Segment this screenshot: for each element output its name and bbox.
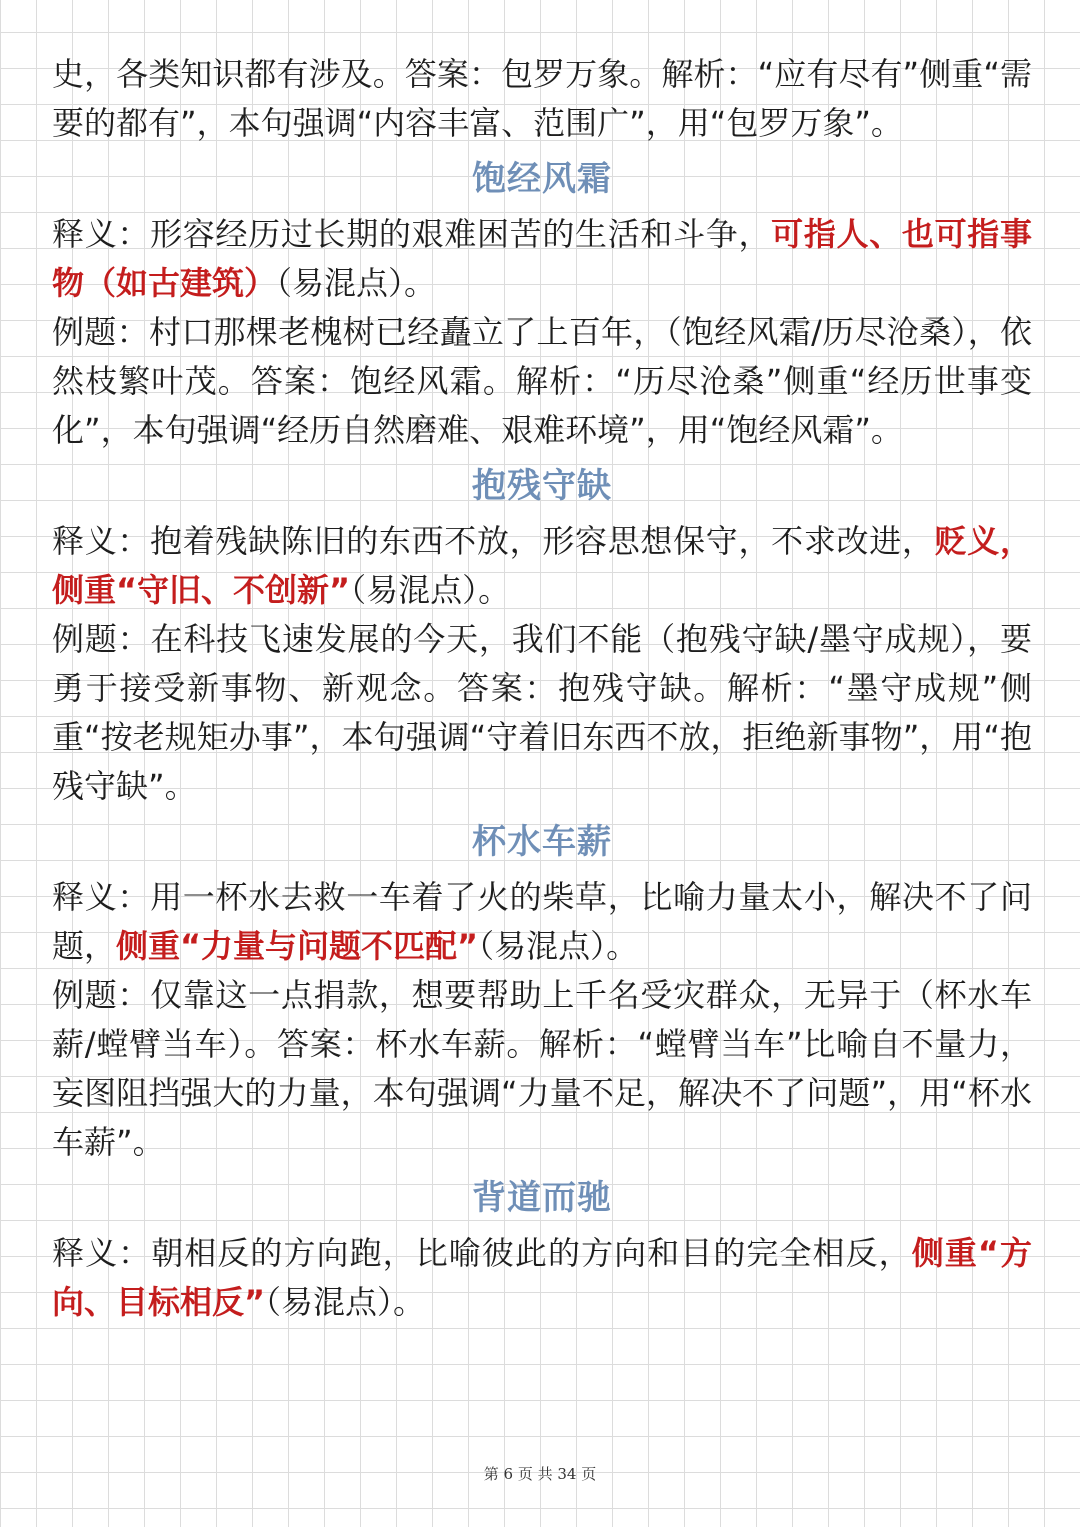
entry-definition (52, 210, 1032, 308)
definition-note: （易混点）。 (350, 571, 511, 609)
definition-label: 释义： (52, 1234, 152, 1272)
entry-title: 背道而驰 (472, 1178, 612, 1218)
definition-highlight: 贬义，侧重“守旧、不创新” (52, 522, 1032, 609)
entry-example: 例题：村口那棵老槐树已经矗立了上百年，（饱经风霜/历尽沧桑），依然枝繁叶茂。答案：饱经风霜。解析：“历尽沧桑”侧重“经历世事变化”，本句强调“经历自然磨难、艰难环境”，用“饱经风霜”。 (52, 313, 1032, 449)
entry-definition (52, 517, 1032, 615)
entry-definition (52, 1229, 1032, 1327)
definition-highlight: 侧重“方向、目标相反” (52, 1234, 1032, 1321)
page-number: 第 6 页 共 34 页 (483, 1465, 597, 1483)
definition-note: （易混点）。 (276, 264, 437, 302)
entry-definition (52, 873, 1032, 971)
definition-highlight: 可指人、也可指事物（如古建筑） (52, 215, 1032, 302)
definition-note: （易混点）。 (478, 927, 639, 965)
entry-beidao-erchi (52, 1167, 1032, 1327)
entry-example: 例题：仅靠这一点捐款，想要帮助上千名受灾群众，无异于（杯水车薪/螳臂当车）。答案：杯水车薪。解析：“螳臂当车”比喻自不量力，妄图阻挡强大的力量，本句强调“力量不足，解决不了问题”，用“杯水车薪”。 (52, 976, 1032, 1161)
definition-text: 用一杯水去救一车着了火的柴草，比喻力量太小，解决不了问题， (52, 878, 1032, 965)
definition-note: （易混点）。 (265, 1283, 426, 1321)
definition-text: 朝相反的方向跑，比喻彼此的方向和目的完全相反， (151, 1234, 912, 1272)
definition-text: 形容经历过长期的艰难困苦的生活和斗争， (150, 215, 772, 253)
entry-beishui-chexin (52, 811, 1032, 1167)
definition-highlight: 侧重“力量与问题不匹配” (116, 927, 479, 965)
entry-baojing-fengshuang (52, 148, 1032, 455)
definition-text: 抱着残缺陈旧的东西不放，形容思想保守，不求改进， (150, 522, 935, 560)
intro-paragraph: 史，各类知识都有涉及。答案：包罗万象。解析：“应有尽有”侧重“需要的都有”，本句强调“内容丰富、范围广”，用“包罗万象”。 (52, 55, 1032, 142)
page-content (52, 50, 1032, 1327)
entry-title: 杯水车薪 (472, 822, 612, 862)
definition-label: 释义： (52, 878, 151, 916)
definition-label: 释义： (52, 215, 151, 253)
entry-title: 抱残守缺 (472, 466, 612, 506)
entry-baocan-shouque (52, 455, 1032, 811)
entry-example: 例题：在科技飞速发展的今天，我们不能（抱残守缺/墨守成规），要勇于接受新事物、新观念。答案：抱残守缺。解析：“墨守成规”侧重“按老规矩办事”，本句强调“守着旧东西不放，拒绝新事物”，用“抱残守缺”。 (52, 620, 1032, 805)
definition-label: 释义： (52, 522, 151, 560)
entry-title: 饱经风霜 (472, 159, 612, 199)
